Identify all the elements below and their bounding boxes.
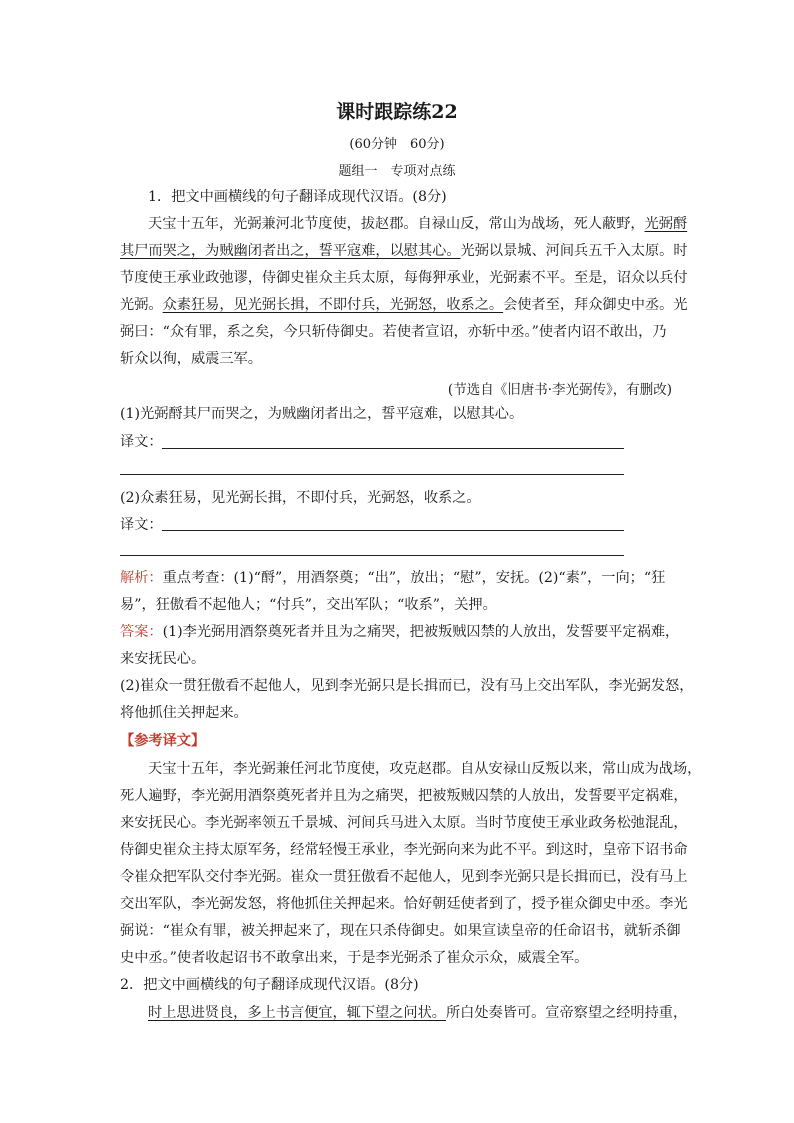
underlined-sentence: 众素狂易，见光弼长揖，不即付兵，光弼怒，收系之。 — [162, 297, 504, 313]
passage-line: 光弼。众素狂易，见光弼长揖，不即付兵，光弼怒，收系之。会使者至，拜众御史中丞。光 — [120, 297, 688, 313]
time-score: (60分钟 60分) — [349, 137, 445, 152]
underlined-sentence: 光弼酹 — [644, 216, 688, 232]
reference-line: 史中丞。”使者收起诏书不敢拿出来，于是李光弼杀了崔众示众，威震全军。 — [120, 950, 589, 966]
page-title: 课时跟踪练22 — [336, 101, 458, 123]
answer-line — [162, 448, 624, 449]
sub-question-2: (2)众素狂易，见光弼长揖，不即付兵，光弼怒，收系之。 — [120, 490, 481, 506]
reference-line: 死人遍野，李光弼用酒祭奠死者并且为之痛哭，把被叛贼囚禁的人放出，发誓要平定祸难， — [120, 788, 688, 804]
group-heading: 题组一 专项对点练 — [338, 164, 456, 179]
analysis-label: 解析： — [120, 570, 163, 586]
underlined-sentence: 其尸而哭之，为贼幽闭者出之，誓平寇难，以慰其心。 — [120, 243, 461, 259]
translation-label: 译文： — [120, 517, 163, 533]
passage-line: 其尸而哭之，为贼幽闭者出之，誓平寇难，以慰其心。光弼以景城、河间兵五千入太原。时 — [120, 243, 688, 259]
answer-line — [120, 474, 624, 475]
underlined-sentence: 时上思进贤良，多上书言便宜，辄下望之问状。 — [148, 1005, 446, 1021]
reference-line: 侍御史崔众主持太原军务，经常轻慢王承业，李光弼向来为此不平。到这时，皇帝下诏书命 — [120, 842, 688, 858]
passage-line: 天宝十五年，光弼兼河北节度使，拔赵郡。自禄山反，常山为战场，死人蔽野，光弼酹 — [148, 216, 688, 232]
answer-line-text: 答案：(1)李光弼用酒祭奠死者并且为之痛哭，把被叛贼囚禁的人放出，发誓要平定祸难， — [120, 624, 680, 640]
passage-line: 弼曰：“众有罪，系之矣，今只斩侍御史。若使者宣诏，亦斩中丞。”使者内诏不敢出，乃 — [120, 324, 667, 340]
translation-label: 译文： — [120, 434, 163, 450]
analysis-line: 易”，狂傲看不起他人；“付兵”，交出军队；“收系”，关押。 — [120, 597, 497, 613]
source-citation: (节选自《旧唐书·李光弼传》，有删改) — [447, 382, 672, 398]
q1-prompt: 1．把文中画横线的句子翻译成现代汉语。(8分) — [148, 189, 447, 205]
reference-line: 弼说：“崔众有罪，被关押起来了，现在只杀侍御史。如果宣读皇帝的任命诏书，就斩杀御 — [120, 923, 681, 939]
q2-prompt: 2．把文中画横线的句子翻译成现代汉语。(8分) — [120, 977, 419, 993]
analysis-line: 解析：重点考查：(1)“酹”，用酒祭奠；“出”，放出；“慰”，安抚。(2)“素”，一向；“狂 — [120, 570, 666, 586]
passage-line: 时上思进贤良，多上书言便宜，辄下望之问状。所白处奏皆可。宣帝察望之经明持重， — [148, 1005, 688, 1021]
answer-line-text: 将他抓住关押起来。 — [120, 705, 248, 721]
reference-line: 令崔众把军队交付李光弼。崔众一贯狂傲看不起他人，见到李光弼只是长揖而已，没有马上 — [120, 869, 688, 885]
passage-line: 斩众以徇，威震三军。 — [120, 351, 262, 367]
reference-line: 天宝十五年，李光弼兼任河北节度使，攻克赵郡。自从安禄山反叛以来，常山成为战场， — [148, 761, 702, 777]
answer-line — [162, 530, 624, 531]
sub-question-1: (1)光弼酹其尸而哭之，为贼幽闭者出之，誓平寇难，以慰其心。 — [120, 406, 524, 422]
answer-label: 答案： — [120, 624, 163, 640]
answer-line — [120, 555, 624, 556]
reference-line: 交出军队，李光弼发怒，将他抓住关押起来。恰好朝廷使者到了，授予崔众御史中丞。李光 — [120, 896, 688, 912]
answer-line-text: (2)崔众一贯狂傲看不起他人，见到李光弼只是长揖而已，没有马上交出军队，李光弼发怒， — [120, 678, 694, 694]
passage-line: 节度使王承业政弛谬，侍御史崔众主兵太原，每侮狎承业，光弼素不平。至是，诏众以兵付 — [120, 270, 688, 286]
answer-line-text: 来安抚民心。 — [120, 651, 206, 667]
reference-line: 来安抚民心。李光弼率领五千景城、河间兵马进入太原。当时节度使王承业政务松弛混乱， — [120, 815, 688, 831]
reference-translation-label: 【参考译文】 — [120, 733, 206, 749]
